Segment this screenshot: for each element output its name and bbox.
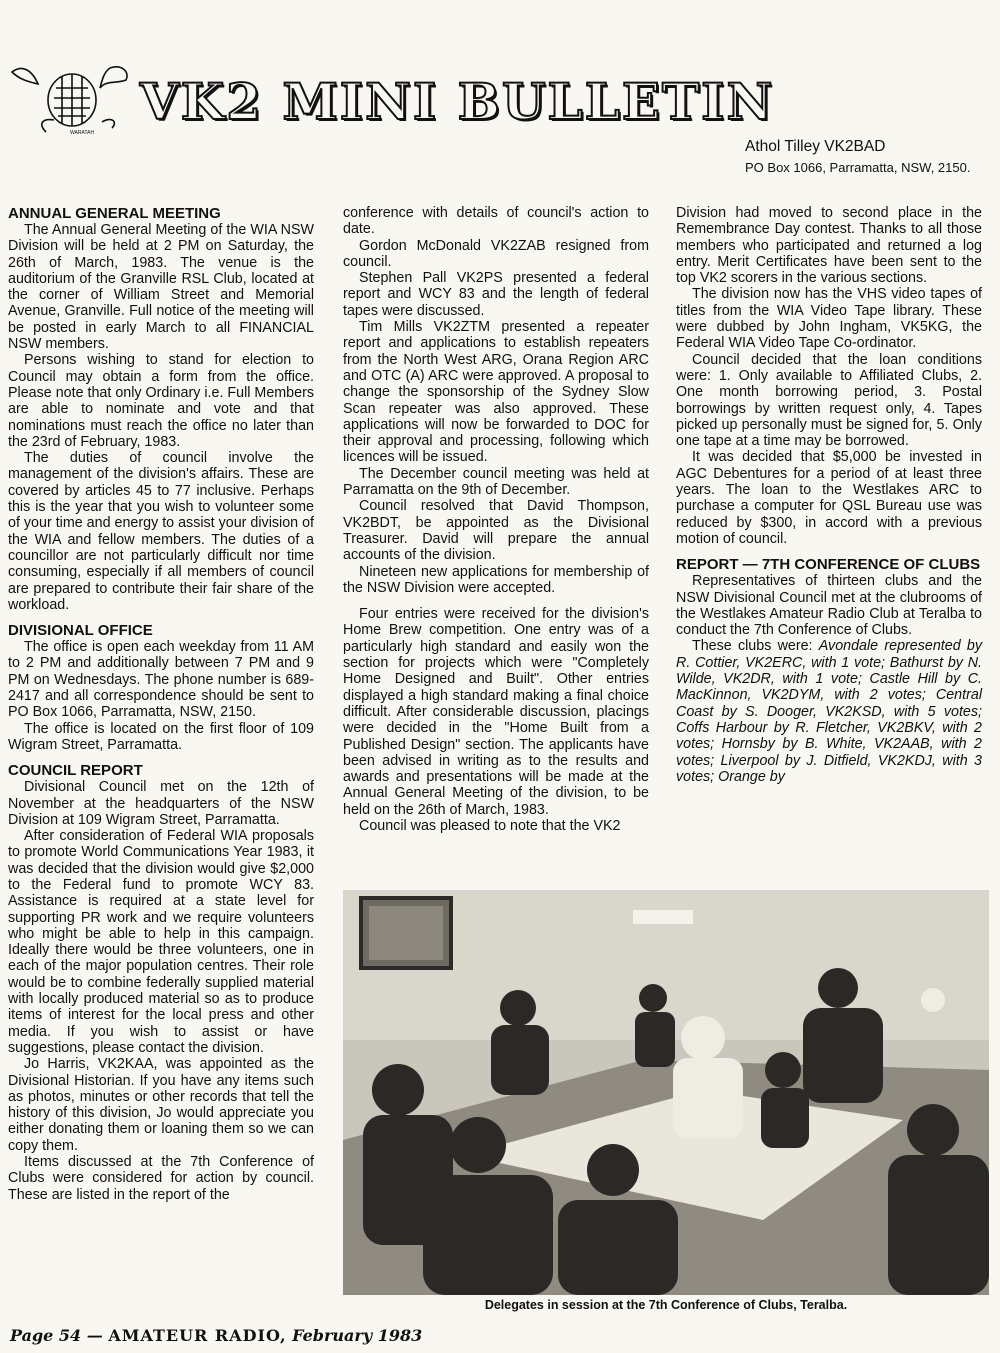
- report-club-list: Avondale represented by R. Cottier, VK2ERC, with 1 vote; Bathurst by N. Wilde, VK2DR, with 1 vote; Castle Hill by C. MacKinnon, VK2DYM, with 2 votes; Central Coast by S. Dooger, VK2KSD, with 5 votes; Coffs Harbour by R. Fletcher, VK2BKV, with 2 votes; Hornsby by B. White, VK2AAB, with 2 votes; Liverpool by J. Ditfield, VK2KDJ, with 3 votes; Orange by: [676, 638, 982, 785]
- page-footer: [10, 1326, 422, 1345]
- agm-paragraph: The duties of council involve the management of the division's affairs. These are covered by articles 45 to 77 inclusive. Perhaps this is the year that you wish to volunteer some of your time and energy to assist your division of the WIA and fellow members. The duties of a councillor are not particularly difficult nor time consuming, especially if all members of council are prepared to contribute their fair share of the workload.: [8, 450, 314, 613]
- council-paragraph: The December council meeting was held at Parramatta on the 9th of December.: [343, 465, 649, 499]
- column-2: [343, 205, 649, 834]
- council-heading: COUNCIL REPORT: [8, 762, 143, 780]
- council-paragraph: It was decided that $5,000 be invested in AGC Debentures for a period of at least three years. The loan to the Westlakes ARC to purchase a computer for QSL Bureau use was reduced by $300, in accord with a previous motion of council.: [676, 449, 982, 547]
- report-list-lead: These clubs were:: [692, 638, 819, 655]
- footer-page: Page 54 —: [10, 1326, 103, 1345]
- council-paragraph: Council was pleased to note that the VK2: [359, 817, 621, 834]
- footer-date: February 1983: [292, 1326, 423, 1345]
- council-paragraph: Items discussed at the 7th Conference of Clubs were considered for action by council. These are listed in the report of the: [8, 1154, 314, 1203]
- report-heading: REPORT — 7TH CONFERENCE OF CLUBS: [676, 556, 981, 574]
- office-heading: DIVISIONAL OFFICE: [8, 622, 153, 640]
- agm-heading: ANNUAL GENERAL MEETING: [8, 205, 221, 222]
- column-3: [676, 205, 982, 785]
- column-1: [8, 205, 314, 1203]
- report-paragraph: Representatives of thirteen clubs and the NSW Divisional Council met at the clubrooms of the Westlakes Amateur Radio Club at Teralba to conduct the 7th Conference of Clubs.: [676, 573, 982, 639]
- office-paragraph: The office is located on the first floor of 109 Wigram Street, Parramatta.: [8, 720, 314, 753]
- council-paragraph: Gordon McDonald VK2ZAB resigned from council.: [343, 237, 649, 270]
- report-paragraph: [676, 638, 982, 785]
- agm-paragraph: The Annual General Meeting of the WIA NSW Division will be held at 2 PM on Saturday, the 26th of March, 1983. The venue is the auditorium of the Granville RSL Club, located at the corner of William Street and Memorial Avenue, Granville. Full notice of the meeting will be posted in early March to all FINANCIAL NSW members.: [8, 222, 314, 353]
- photo-caption: Delegates in session at the 7th Conference of Clubs, Teralba.: [484, 1298, 848, 1312]
- council-paragraph: Stephen Pall VK2PS presented a federal report and WCY 83 and the length of federal tapes were discussed.: [343, 270, 649, 319]
- office-paragraph: The office is open each weekday from 11 AM to 2 PM and additionally between 7 PM and 9 PM on Wednesdays. The phone number is 689-2417 and all correspondence should be sent to PO Box 1066, Parramatta, NSW, 2150.: [8, 639, 314, 721]
- council-paragraph: After consideration of Federal WIA proposals to promote World Communications Year 1983, it was decided that the division would give $2,000 to the Federal fund to promote WCY 83. Assistance is required at a state level for supporting PR work and we require volunteers who might be able to help in this campaign. Ideally there would be three volunteers, one in each of the major population centres. Their role would be to combine federally supplied material with locally produced material so as to produce items of interest for the local press and other media. If you wish to assist or have suggestions, please contact the division.: [8, 828, 314, 1056]
- masthead-title: VK2 MINI BULLETIN: [140, 72, 775, 131]
- author-address: PO Box 1066, Parramatta, NSW, 2150.: [745, 160, 971, 175]
- council-paragraph: Council decided that the loan conditions were: 1. Only available to Affiliated Clubs, 2. One month borrowing period, 3. Postal borrowings by written request only, 4. Tapes picked up personally must be signed for, 5. Only one tape at a time may be borrowed.: [676, 351, 982, 450]
- conference-photo: [343, 890, 989, 1295]
- council-paragraph: Council resolved that David Thompson, VK2BDT, be appointed as the Divisional Treasurer. David will prepare the annual accounts of the division.: [343, 498, 649, 564]
- council-paragraph: conference with details of council's action to date.: [343, 205, 649, 238]
- delegates-meeting-illustration: [343, 890, 989, 1295]
- author-byline: Athol Tilley VK2BAD: [745, 138, 886, 155]
- council-paragraph: Division had moved to second place in the Remembrance Day contest. Thanks to all those members who participated and returned a log entry. Merit Certificates have been sent to the top VK2 scorers in the various sections.: [676, 205, 982, 287]
- council-paragraph: The division now has the VHS video tapes of titles from the WIA Video Tape library. These were dubbed by John Ingham, VK5KG, the Federal WIA Video Tape Co-ordinator.: [676, 286, 982, 352]
- council-paragraph: Four entries were received for the division's Home Brew competition. One entry was of a particularly high standard and easily won the section for projects which were "Completely Home Designed and Built". Other entries displayed a high standard making a final choice difficult. After considerable discussion, placings were decided in the "Home Built from a Published Design" section. The applicants have been advised in writing as to the results and awards and presentations will be made at the Annual General Meeting of the division, to be held on the 26th of March, 1983.: [343, 606, 649, 818]
- footer-magazine: AMATEUR RADIO,: [108, 1326, 287, 1345]
- waratah-flower-logo: [8, 58, 132, 136]
- council-paragraph: Divisional Council met on the 12th of November at the headquarters of the NSW Division at 109 Wigram Street, Parramatta.: [8, 779, 314, 828]
- council-paragraph: Nineteen new applications for membership of the NSW Division were accepted.: [343, 563, 649, 596]
- council-paragraph: Jo Harris, VK2KAA, was appointed as the Divisional Historian. If you have any items such as photos, minutes or other records that tell the history of this division, Jo would appreciate you either donating them or loaning them so we can copy them.: [8, 1056, 314, 1154]
- agm-paragraph: Persons wishing to stand for election to Council may obtain a form from the office. Please note that only Ordinary i.e. Full Members are able to nominate and vote and that nominations must reach the office no later than the 23rd of February, 1983.: [8, 352, 314, 450]
- council-paragraph: Tim Mills VK2ZTM presented a repeater report and applications to establish repeaters from the North West ARG, Orana Region ARC and OTC (A) ARC were approved. A proposal to change the sponsorship of the Sydney Slow Scan repeater was also approved. These applications will now be forwarded to DOC for their approval and processing, following which licences will be issued.: [343, 319, 649, 466]
- svg-text:WARATAH: WARATAH: [70, 130, 95, 136]
